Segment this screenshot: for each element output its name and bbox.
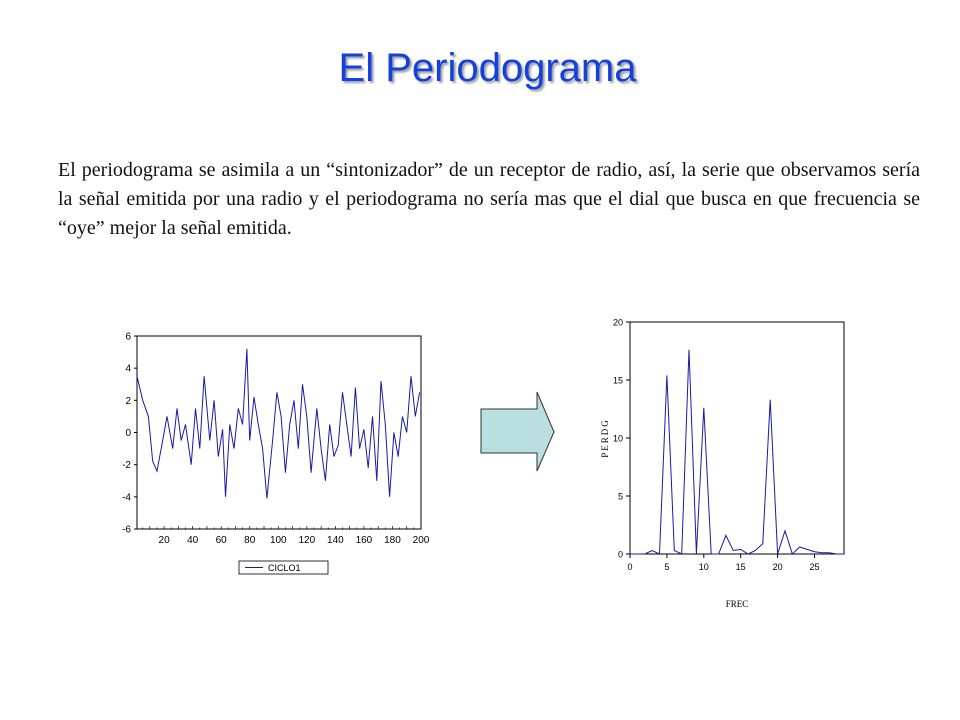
x-tick-label: 10: [698, 562, 709, 572]
slide-body-text: El periodograma se asimila a un “sintonizador” de un receptor de radio, así, la serie que observamos sería la señal emitida por una radio y el periodograma no sería mas que el dial que busca en que frecuencia se “oye” mejor la señal emitida.: [58, 159, 920, 239]
y-tick-label: 15: [612, 375, 623, 386]
x-tick-label: 160: [355, 535, 373, 546]
x-tick-label: 140: [327, 535, 344, 546]
x-tick-label: 100: [269, 535, 287, 546]
slide-title: El Periodograma: [338, 46, 637, 90]
time-series-chart: [100, 326, 440, 576]
right-arrow-icon: [480, 390, 556, 474]
y-tick-label: 2: [125, 395, 131, 407]
y-tick-label: 5: [617, 491, 623, 502]
y-tick-label: 20: [612, 317, 623, 328]
y-tick-label: 0: [125, 428, 131, 439]
x-tick-label: 60: [215, 535, 227, 546]
x-tick-label: 200: [412, 535, 430, 546]
y-axis-label: PERDG: [600, 418, 610, 458]
y-tick-label: 4: [125, 363, 131, 375]
y-tick-label: -6: [122, 524, 131, 536]
x-tick-label: 25: [809, 562, 820, 572]
legend-label: CICLO1: [268, 563, 301, 573]
y-tick-label: -4: [122, 492, 131, 504]
y-tick-label: -2: [122, 460, 131, 472]
x-tick-label: 0: [627, 562, 633, 572]
periodogram-chart: [590, 312, 860, 612]
x-tick-label: 20: [158, 535, 170, 546]
legend: [239, 561, 328, 574]
x-tick-label: 120: [298, 535, 316, 546]
x-tick-label: 40: [187, 535, 199, 546]
x-tick-label: 180: [384, 535, 401, 546]
y-tick-label: 6: [125, 331, 131, 343]
x-tick-label: 20: [772, 562, 783, 572]
x-tick-label: 15: [735, 562, 746, 572]
x-tick-label: 5: [664, 562, 670, 572]
y-tick-label: 10: [612, 433, 623, 444]
plot-frame: [630, 322, 844, 554]
x-tick-label: 80: [244, 535, 256, 546]
arrow-shape: [481, 392, 554, 471]
y-tick-label: 0: [617, 549, 623, 560]
x-axis-label: FREC: [725, 599, 749, 609]
